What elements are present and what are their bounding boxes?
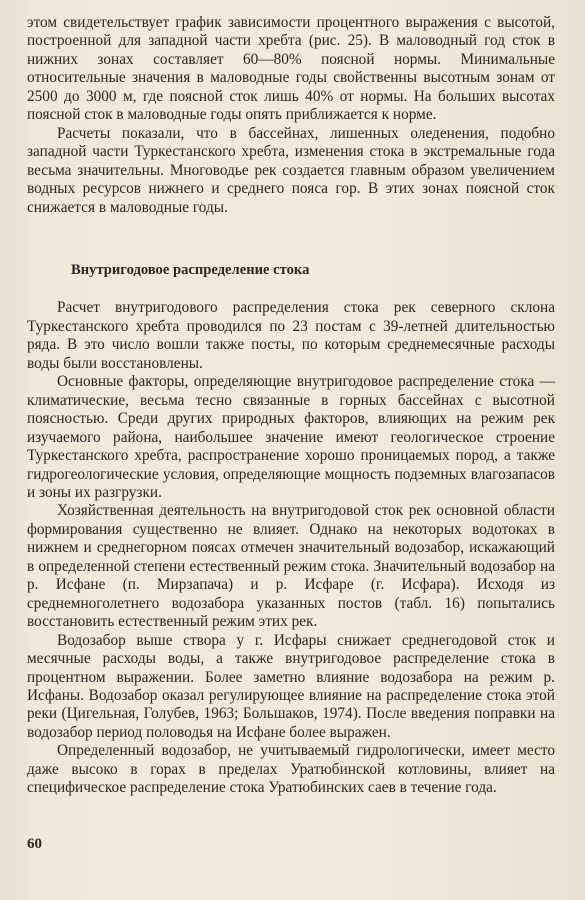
paragraph-main-factors: Основные факторы, определяющие внутригодовое распределение стока — климатические, весьма тесно связанные в горных бассейнах с высотной поясностью. Среди других природных факторов, влияющих на режим рек изучаемого района, наибольшее значение имеют геологическое строение Туркестанского хребта, распространение хорошо проницаемых пород, а также гидрогеологические условия, определяющие мощность подземных влагозапасов и зоны их разгрузки. — [27, 373, 555, 501]
section-heading: Внутригодовое распределение стока — [71, 261, 310, 278]
paragraph-water-intake: Водозабор выше створа у г. Исфары снижает среднегодовой сток и месячные расходы воды, а также внутригодовое распределение стока в процентном выражении. Более заметно влияние водозабора на режим р. Исфаны. Водозабор оказал регулирующее влияние на распределение стока этой реки (Цигельная, Голубев, 1963; Большаков, 1974). После введения поправки на водозабор период половодья на Исфане более выражен. — [27, 631, 555, 741]
paragraph-calculation-method: Расчет внутригодового распределения стока рек северного склона Туркестанского хребта проводился по 23 постам с 39-летней длительностью ряда. В это число вошли также посты, по которым среднемесячные расходы воды были восстановлены. — [27, 299, 555, 372]
paragraph-ura-tyube-basin: Определенный водозабор, не учитываемый гидрологически, имеет место даже высоко в горах в пределах Уратюбинской котловины, влияет на специфическое распределение стока Уратюбинских саев в течение года. — [27, 742, 555, 797]
page-body — [27, 14, 555, 798]
paragraph-economic-activity: Хозяйственная деятельность на внутригодовой сток рек основной области формирования существенно не влияет. Однако на некоторых водотоках в нижнем и среднегорном поясах отмечен значительный водозабор, искажающий в определенной степени естественный режим стока. Значительный водозабор на р. Исфане (п. Мирзапача) и р. Исфаре (г. Исфара). Исходя из среднемноголетнего водозабора указанных постов (табл. 16) попытались восстановить естественный режим этих рек. — [27, 502, 555, 631]
paragraph-calculations: Расчеты показали, что в бассейнах, лишенных оледенения, подобно западной части Туркестанского хребта, изменения стока в экстремальные года весьма значительны. Многоводье рек создается главным образом увеличением водных ресурсов нижнего и среднего пояса гор. В этих зонах поясной сток снижается в маловодные годы. — [27, 124, 555, 216]
page-number: 60 — [27, 836, 42, 852]
paragraph-continued: этом свидетельствует график зависимости процентного выражения с высотой, построенной для западной части хребта (рис. 25). В маловодный год сток в нижних зонах составляет 60—80% поясной нормы. Минимальные относительные значения в маловодные годы свойственны высотным зонам от 2500 до 3000 м, где поясной сток лишь 40% от нормы. На больших высотах поясной сток в маловодные годы опять приближается к норме. — [27, 14, 555, 124]
